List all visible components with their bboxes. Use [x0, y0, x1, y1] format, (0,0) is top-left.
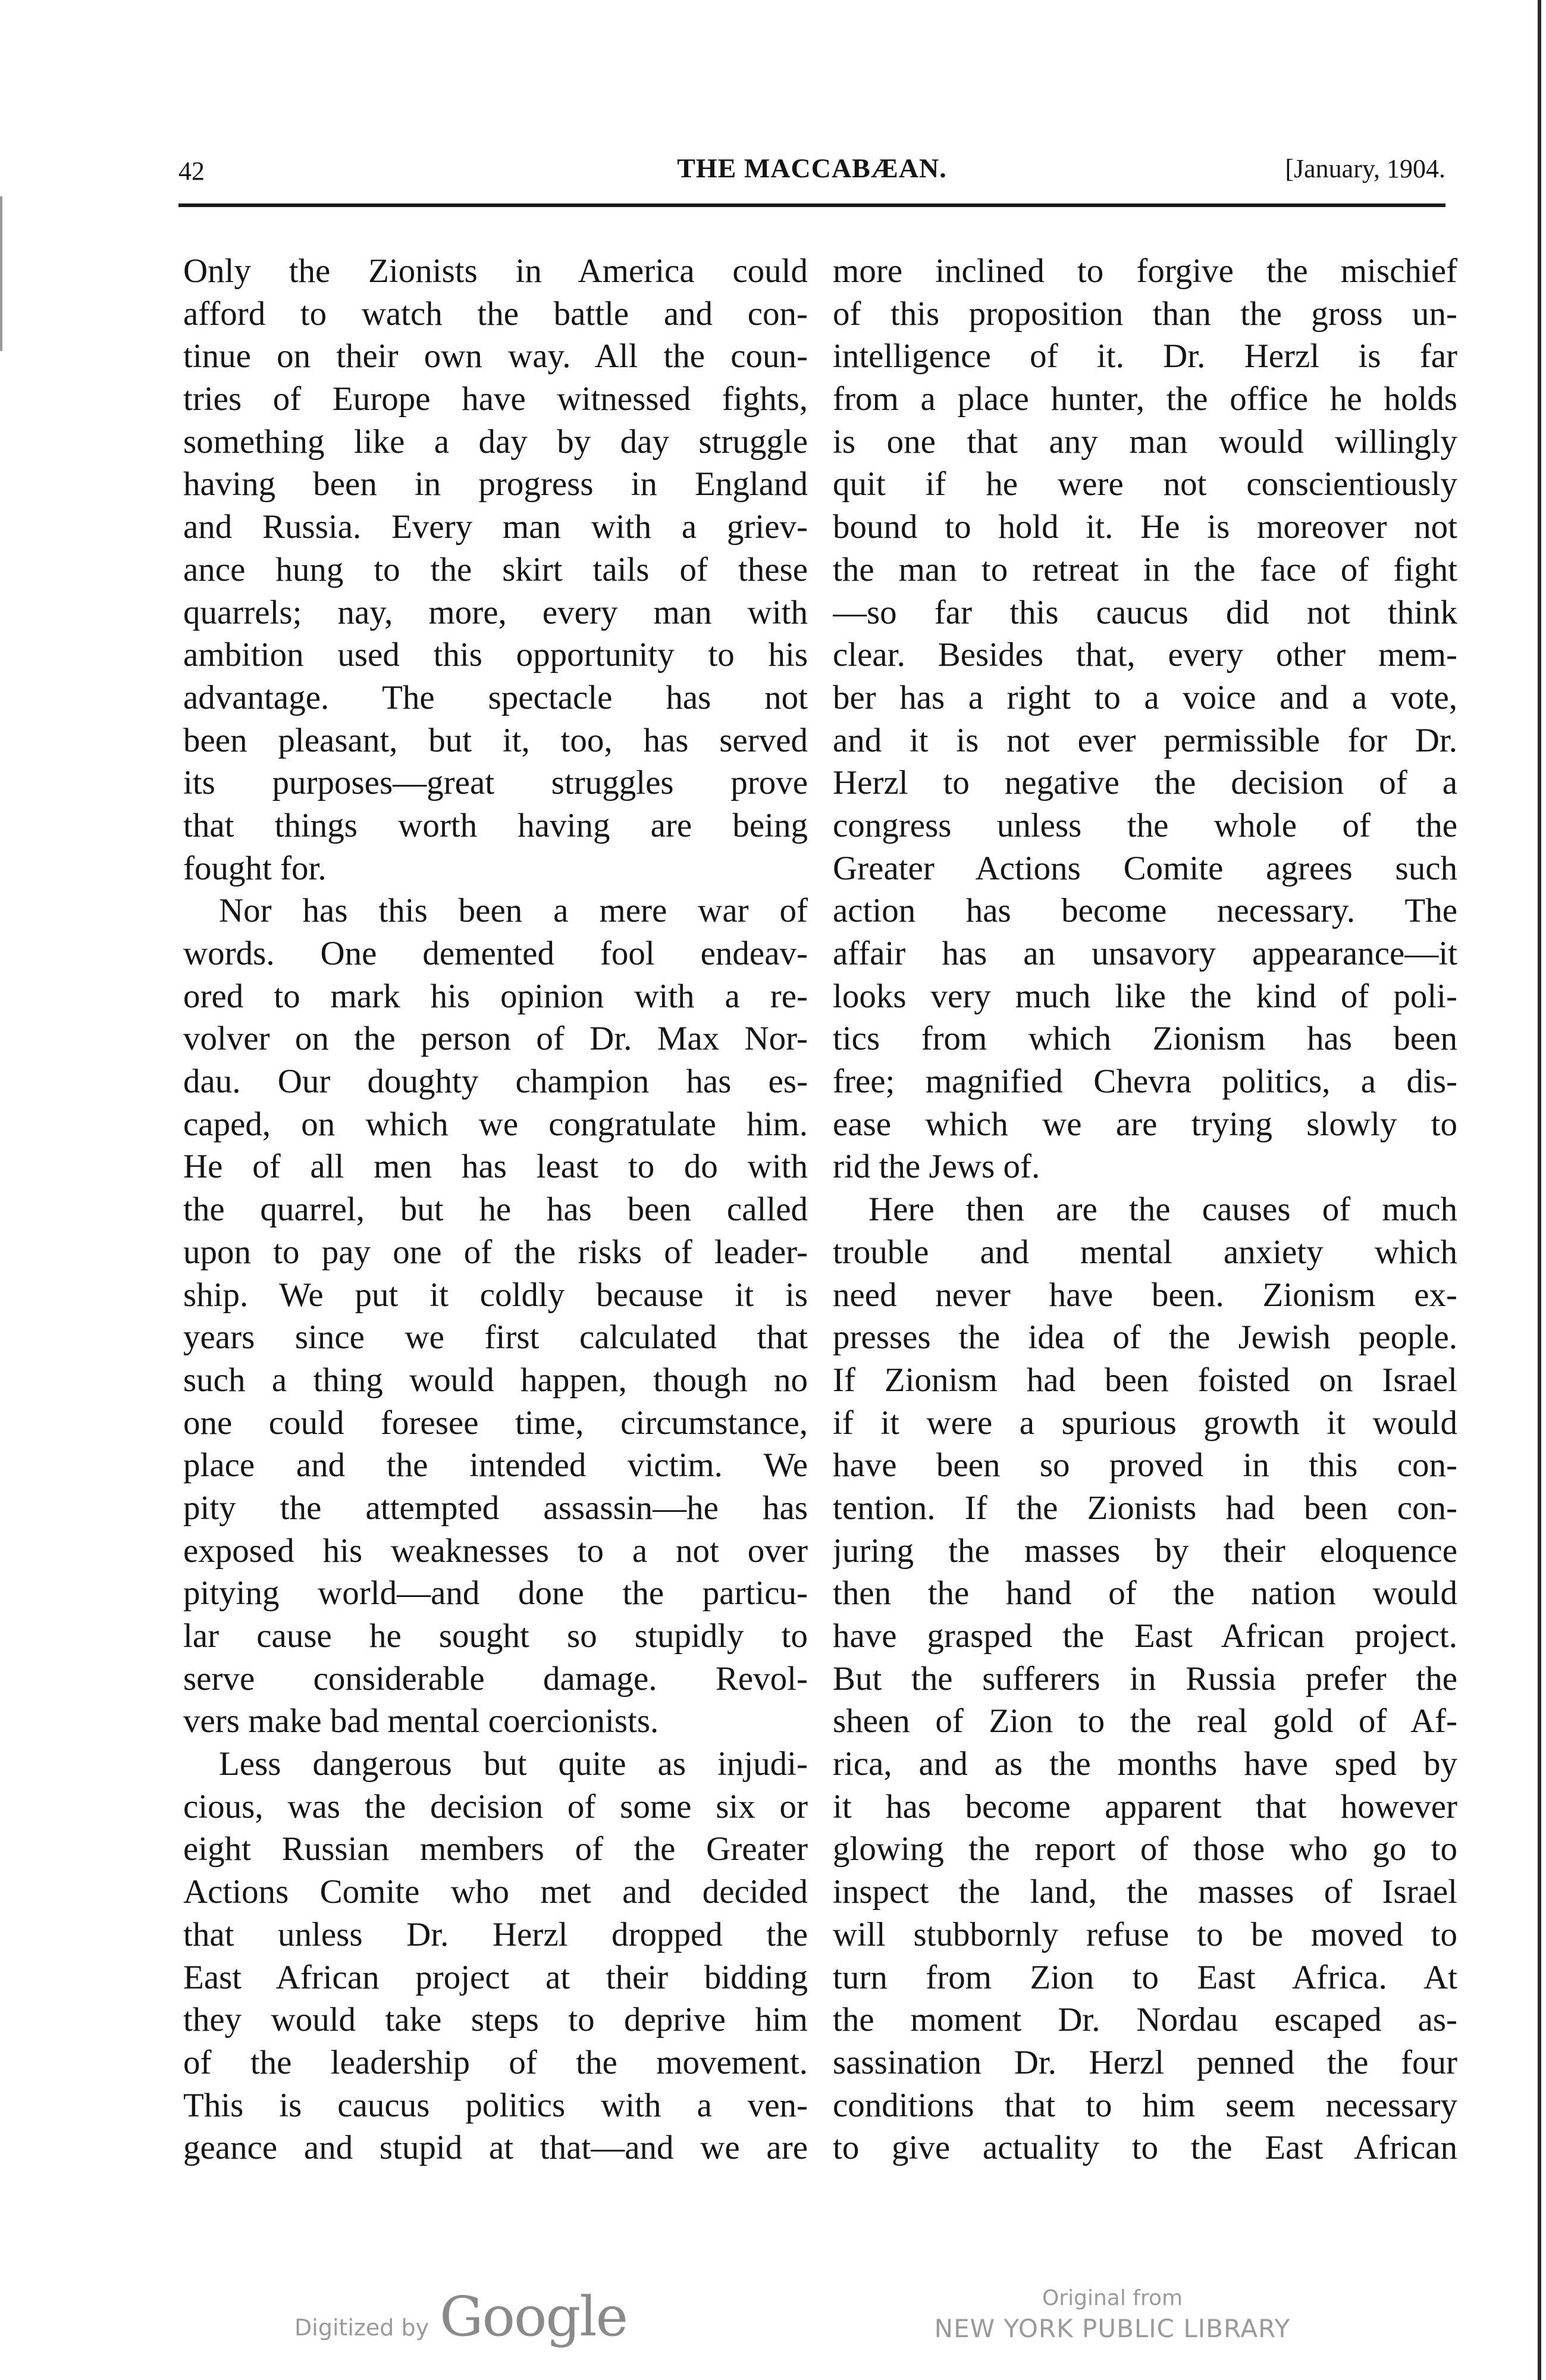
text-line: vers make bad mental coercionists. [183, 1702, 659, 1740]
text-line: fought for. [183, 849, 327, 887]
right-text-column [833, 250, 1457, 2169]
text-line: if it were a spurious growth it would [833, 1404, 1457, 1442]
text-line: that unless Dr. Herzl dropped the [183, 1915, 808, 1953]
text-line: rid the Jews of. [833, 1148, 1040, 1186]
text-line: it has become apparent that however [833, 1787, 1457, 1825]
text-line: juring the masses by their eloquence [833, 1532, 1457, 1570]
text-line: tries of Europe have witnessed fights, [183, 380, 808, 418]
library-attribution [857, 2286, 1368, 2343]
text-line: of this proposition than the gross un- [833, 295, 1457, 333]
text-line: Only the Zionists in America could [183, 252, 808, 290]
text-line: place and the intended victim. We [183, 1446, 808, 1485]
text-line: ored to mark his opinion with a re- [183, 977, 808, 1015]
text-line: dau. Our doughty champion has es- [183, 1063, 808, 1101]
text-line: from a place hunter, the office he holds [833, 380, 1457, 418]
text-line: tinue on their own way. All the coun- [183, 337, 808, 375]
text-line: He of all men has least to do with [183, 1148, 808, 1186]
text-line: lar cause he sought so stupidly to [183, 1617, 808, 1655]
running-title: THE MACCABÆAN. [677, 153, 947, 183]
text-line: volver on the person of Dr. Max Nor- [183, 1020, 808, 1058]
text-line: to give actuality to the East African [833, 2129, 1457, 2167]
text-line: Greater Actions Comite agrees such [833, 849, 1457, 887]
text-line: years since we first calculated that [183, 1319, 808, 1357]
text-line: presses the idea of the Jewish people. [833, 1319, 1457, 1357]
text-line: looks very much like the kind of poli- [833, 977, 1457, 1015]
text-line: that things worth having are being [183, 806, 808, 844]
text-line: pity the attempted assassin—he has [183, 1489, 808, 1527]
text-line: sassination Dr. Herzl penned the four [833, 2043, 1457, 2081]
text-line: serve considerable damage. Revol- [183, 1659, 808, 1698]
text-line: —so far this caucus did not think [833, 593, 1457, 631]
text-line: rica, and as the months have sped by [833, 1745, 1457, 1783]
text-line: pitying world—and done the particu- [183, 1574, 808, 1612]
text-line: Nor has this been a mere war of [219, 892, 808, 930]
text-line: trouble and mental anxiety which [833, 1233, 1457, 1271]
text-line: geance and stupid at that—and we are [183, 2129, 808, 2167]
text-line: ance hung to the skirt tails of these [183, 550, 808, 588]
page-header [178, 153, 1445, 198]
text-line: turn from Zion to East Africa. At [833, 1958, 1457, 1996]
original-from-label: Original from [1042, 2286, 1183, 2310]
text-line: of the leadership of the movement. [183, 2043, 808, 2081]
google-logo: Google [440, 2285, 628, 2348]
text-line: bound to hold it. He is moreover not [833, 508, 1457, 546]
text-line: affair has an unsavory appearance—it [833, 935, 1457, 972]
text-line: Here then are the causes of much [868, 1191, 1457, 1229]
text-line: advantage. The spectacle has not [183, 678, 808, 716]
text-line: the man to retreat in the face of fight [833, 550, 1457, 588]
scan-right-border [1538, 0, 1541, 2380]
text-line: will stubbornly refuse to be moved to [833, 1915, 1457, 1953]
text-line: conditions that to him seem necessary [833, 2086, 1457, 2124]
text-line: have grasped the East African project. [833, 1617, 1457, 1655]
text-line: inspect the land, the masses of Israel [833, 1873, 1457, 1911]
text-line: and Russia. Every man with a griev- [183, 508, 808, 546]
text-line: caped, on which we congratulate him. [183, 1105, 808, 1143]
text-line: ease which we are trying slowly to [833, 1105, 1457, 1143]
text-line: ambition used this opportunity to his [183, 636, 808, 674]
text-line: action has become necessary. The [833, 892, 1457, 930]
digitized-by-google-watermark [294, 2285, 627, 2348]
text-line: upon to pay one of the risks of leader- [183, 1233, 808, 1271]
library-name: NEW YORK PUBLIC LIBRARY [934, 2314, 1291, 2343]
text-line: need never have been. Zionism ex- [833, 1276, 1457, 1314]
text-line: glowing the report of those who go to [833, 1830, 1457, 1868]
text-line: they would take steps to deprive him [183, 2001, 808, 2039]
text-line: East African project at their bidding [183, 1958, 808, 1996]
text-line: sheen of Zion to the real gold of Af- [833, 1702, 1457, 1740]
text-line: If Zionism had been foisted on Israel [833, 1361, 1457, 1399]
text-line: This is caucus politics with a ven- [183, 2086, 808, 2124]
text-line: its purposes—great struggles prove [183, 764, 808, 802]
text-line: more inclined to forgive the mischief [833, 252, 1457, 290]
text-line: quit if he were not conscientiously [833, 465, 1457, 503]
page-number: 42 [178, 156, 205, 186]
text-line: words. One demented fool endeav- [183, 935, 808, 972]
text-line: quarrels; nay, more, every man with [183, 593, 808, 631]
text-line: intelligence of it. Dr. Herzl is far [833, 337, 1457, 375]
text-line: such a thing would happen, though no [183, 1361, 808, 1399]
text-line: Actions Comite who met and decided [183, 1873, 808, 1911]
text-line: Less dangerous but quite as injudi- [219, 1745, 808, 1783]
text-line: ship. We put it coldly because it is [183, 1276, 808, 1314]
text-line: and it is not ever permissible for Dr. [833, 721, 1457, 759]
scan-edge-mark [0, 196, 2, 351]
text-line: afford to watch the battle and con- [183, 295, 808, 333]
text-line: tics from which Zionism has been [833, 1020, 1457, 1058]
text-line: the moment Dr. Nordau escaped as- [833, 2001, 1457, 2039]
text-line: something like a day by day struggle [183, 422, 808, 461]
text-line: But the sufferers in Russia prefer the [833, 1659, 1457, 1698]
text-line: the quarrel, but he has been called [183, 1191, 808, 1229]
text-line: eight Russian members of the Greater [183, 1830, 808, 1868]
text-line: clear. Besides that, every other mem- [833, 636, 1457, 674]
text-line: tention. If the Zionists had been con- [833, 1489, 1457, 1527]
text-line: free; magnified Chevra politics, a dis- [833, 1063, 1457, 1101]
text-line: have been so proved in this con- [833, 1446, 1457, 1485]
header-rule [178, 203, 1445, 207]
text-line: Herzl to negative the decision of a [833, 764, 1457, 802]
text-line: having been in progress in England [183, 465, 808, 503]
text-line: exposed his weaknesses to a not over [183, 1532, 808, 1570]
text-line: one could foresee time, circumstance, [183, 1404, 808, 1442]
text-line: been pleasant, but it, too, has served [183, 721, 808, 759]
text-line: congress unless the whole of the [833, 806, 1457, 844]
digitized-label: Digitized by [294, 2315, 429, 2341]
text-line: cious, was the decision of some six or [183, 1787, 808, 1825]
left-text-column [183, 250, 808, 2169]
text-line: then the hand of the nation would [833, 1574, 1457, 1612]
issue-date: [January, 1904. [1285, 154, 1445, 183]
text-line: is one that any man would willingly [833, 422, 1457, 461]
text-line: ber has a right to a voice and a vote, [833, 678, 1457, 716]
